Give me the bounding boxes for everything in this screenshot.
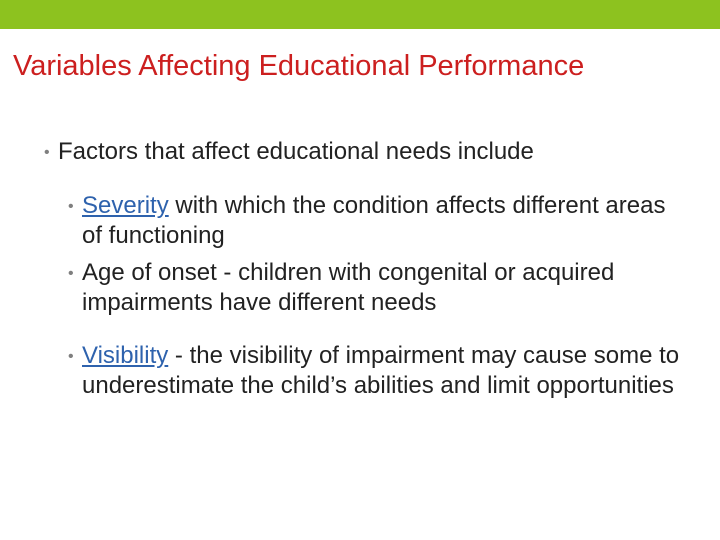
sub-bullet-visibility: [82, 341, 682, 401]
slide-title: Variables Affecting Educational Performance: [13, 50, 585, 82]
visibility-link[interactable]: Visibility: [82, 342, 169, 369]
sub-bullet-text: Age of onset - children with congenital or acquired impairments have different needs: [82, 259, 615, 316]
sub-bullet-severity: [82, 191, 682, 251]
main-bullet: Factors that affect educational needs include: [58, 138, 534, 165]
sub-bullet-text: with which the condition affects different areas of functioning: [82, 192, 666, 249]
bullet-dot-icon: •: [68, 265, 74, 282]
sub-bullet-age-of-onset: [82, 258, 682, 318]
bullet-dot-icon: •: [68, 348, 74, 365]
bullet-dot-icon: •: [44, 144, 50, 161]
sub-bullet-text: - the visibility of impairment may cause some to underestimate the child’s abilities and limit opportunities: [82, 342, 680, 399]
top-accent-bar: [0, 0, 720, 29]
severity-link[interactable]: Severity: [82, 192, 169, 219]
bullet-dot-icon: •: [68, 198, 74, 215]
